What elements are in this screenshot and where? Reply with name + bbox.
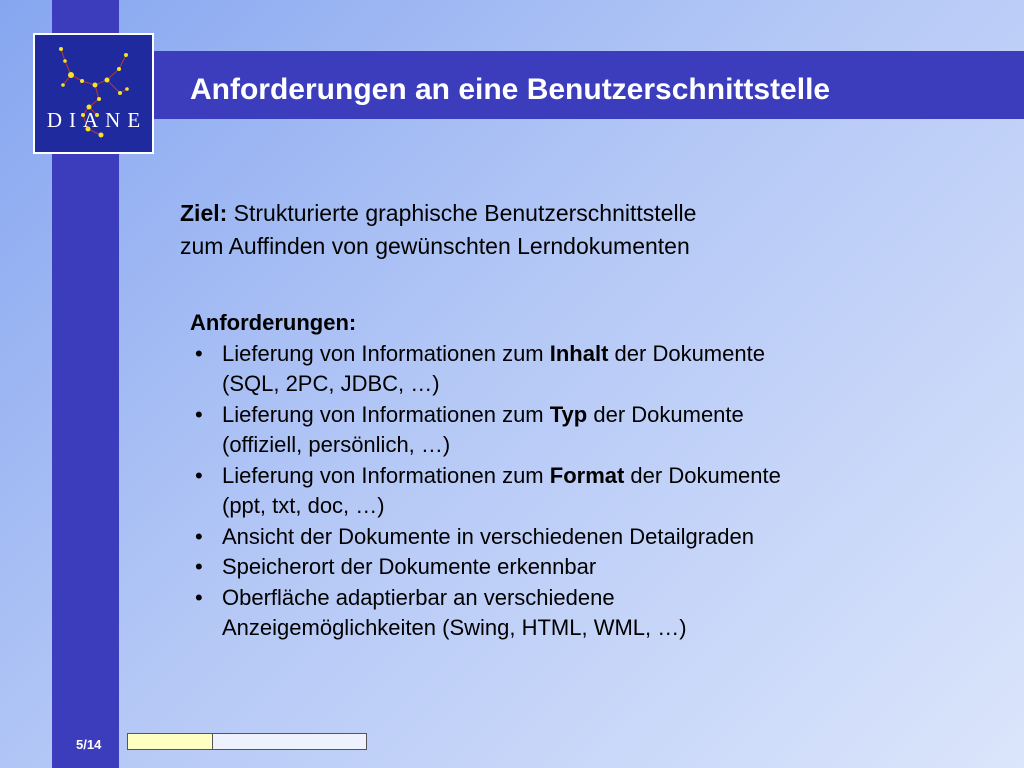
- bullet-icon: •: [195, 340, 203, 366]
- constellation-logo-icon: [35, 35, 152, 152]
- goal-text-2: zum Auffinden von gewünschten Lerndokumenten: [180, 233, 690, 259]
- requirement-emphasis: Format: [549, 462, 625, 488]
- requirement-text: Ansicht der Dokumente in verschiedenen Detailgraden: [222, 523, 754, 549]
- page-indicator: 5/14: [76, 737, 102, 752]
- slide-title: Anforderungen an eine Benutzerschnittstelle: [190, 73, 831, 106]
- requirement-emphasis: Typ: [549, 401, 588, 427]
- requirements-block: [190, 308, 910, 644]
- goal-text-1: Strukturierte graphische Benutzerschnittstelle: [227, 200, 697, 226]
- requirement-text: Lieferung von Informationen zum: [222, 340, 550, 366]
- goal-label: Ziel:: [180, 200, 228, 226]
- requirements-heading: Anforderungen:: [190, 310, 357, 335]
- bullet-icon: •: [195, 462, 203, 488]
- goal-block: [180, 197, 880, 263]
- requirement-text: Lieferung von Informationen zum: [222, 401, 550, 427]
- diane-logo: [33, 33, 154, 154]
- requirement-text: Oberfläche adaptierbar an verschiedene: [222, 584, 615, 610]
- requirement-item: [190, 552, 910, 583]
- requirement-subtext: (offiziell, persönlich, …): [222, 432, 451, 457]
- requirement-subtext: (SQL, 2PC, JDBC, …): [222, 371, 440, 396]
- requirement-item: [190, 461, 910, 522]
- bullet-icon: •: [195, 584, 203, 610]
- requirement-item: [190, 522, 910, 553]
- requirement-emphasis: Inhalt: [549, 340, 609, 366]
- requirement-text-end: der Dokumente: [624, 462, 781, 488]
- requirement-text: Lieferung von Informationen zum: [222, 462, 550, 488]
- requirement-item: [190, 339, 910, 400]
- requirement-subtext: (ppt, txt, doc, …): [222, 493, 385, 518]
- requirement-text: Speicherort der Dokumente erkennbar: [222, 554, 597, 579]
- goal-line-1: [180, 197, 880, 230]
- requirement-item: [190, 583, 910, 644]
- requirement-text-end: der Dokumente: [608, 340, 765, 366]
- progress-bar: [127, 733, 367, 750]
- requirement-text-end: der Dokumente: [587, 401, 744, 427]
- bullet-icon: •: [195, 554, 203, 579]
- requirement-item: [190, 400, 910, 461]
- requirement-subtext: Anzeigemöglichkeiten (Swing, HTML, WML, …): [222, 615, 687, 640]
- progress-bar-fill: [128, 734, 213, 749]
- logo-text: DIANE: [46, 108, 148, 132]
- bullet-icon: •: [195, 523, 203, 549]
- bullet-icon: •: [195, 401, 203, 427]
- requirements-list: [190, 339, 910, 644]
